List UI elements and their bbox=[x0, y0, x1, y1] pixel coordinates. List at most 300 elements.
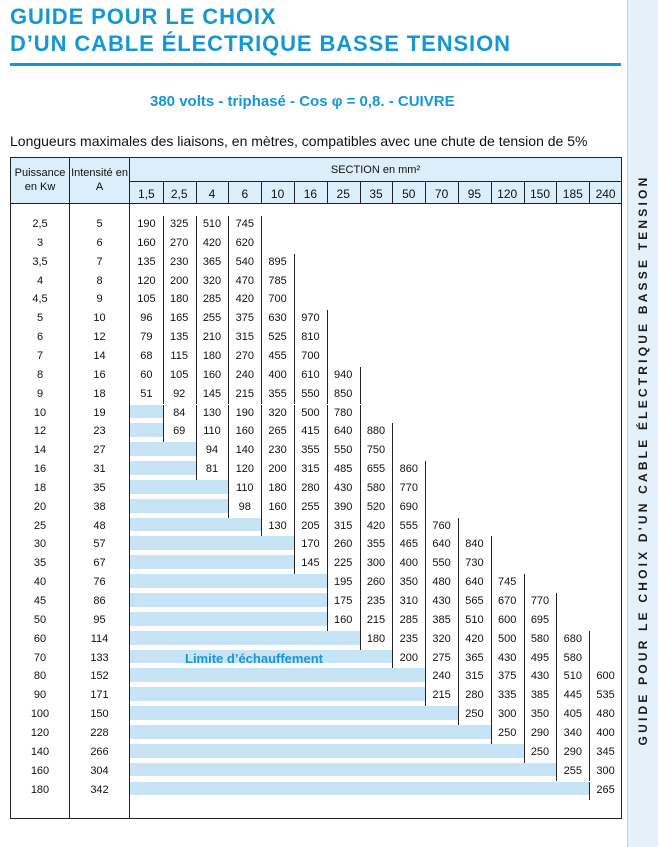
section-column-divider bbox=[392, 182, 393, 204]
length-cell: 420 bbox=[235, 293, 254, 306]
length-cell: 215 bbox=[235, 387, 254, 400]
section-column-header: 25 bbox=[336, 187, 350, 201]
power-cell: 160 bbox=[30, 764, 50, 777]
length-cell: 535 bbox=[596, 689, 615, 702]
cell-divider bbox=[360, 386, 361, 405]
length-cell: 92 bbox=[173, 387, 186, 400]
page-title-line-2: D’UN CABLE ÉLECTRIQUE BASSE TENSION bbox=[10, 31, 511, 56]
current-cell: 228 bbox=[90, 726, 109, 739]
length-cell: 195 bbox=[334, 576, 353, 589]
length-cell: 165 bbox=[170, 312, 189, 325]
power-cell: 3,5 bbox=[32, 255, 48, 268]
cell-divider bbox=[491, 725, 492, 744]
length-cell: 160 bbox=[137, 236, 156, 249]
current-cell: 23 bbox=[93, 425, 106, 438]
section-column-divider bbox=[458, 182, 459, 204]
limit-bar bbox=[130, 744, 524, 758]
length-cell: 580 bbox=[366, 481, 386, 494]
length-cell: 280 bbox=[465, 689, 484, 702]
cell-divider bbox=[327, 612, 328, 631]
length-cell: 145 bbox=[202, 387, 222, 400]
length-cell: 810 bbox=[301, 331, 320, 344]
limit-bar bbox=[130, 593, 327, 607]
section-column-divider bbox=[360, 182, 361, 204]
length-cell: 680 bbox=[563, 632, 582, 645]
length-cell: 250 bbox=[498, 726, 517, 739]
length-cell: 480 bbox=[432, 576, 451, 589]
length-cell: 200 bbox=[399, 651, 418, 664]
length-cell: 200 bbox=[268, 463, 287, 476]
section-column-header: 16 bbox=[303, 187, 318, 201]
length-cell: 285 bbox=[202, 293, 222, 306]
length-cell: 840 bbox=[465, 538, 484, 551]
cell-divider bbox=[425, 687, 426, 706]
length-cell: 480 bbox=[596, 708, 615, 721]
length-cell: 225 bbox=[334, 557, 353, 570]
cell-divider bbox=[327, 574, 328, 593]
length-cell: 420 bbox=[366, 519, 386, 532]
length-cell: 500 bbox=[301, 406, 320, 419]
power-cell: 4,5 bbox=[32, 293, 48, 306]
length-cell: 750 bbox=[366, 444, 386, 457]
limit-bar bbox=[130, 518, 261, 532]
length-cell: 300 bbox=[366, 557, 386, 570]
limit-bar bbox=[130, 405, 163, 419]
cell-divider bbox=[228, 480, 229, 499]
length-cell: 495 bbox=[530, 651, 550, 664]
length-cell: 550 bbox=[334, 444, 353, 457]
power-cell: 7 bbox=[36, 349, 44, 362]
length-cell: 130 bbox=[268, 519, 287, 532]
length-cell: 265 bbox=[268, 425, 287, 438]
length-cell: 550 bbox=[432, 557, 451, 570]
power-cell: 9 bbox=[36, 387, 44, 400]
cell-divider bbox=[327, 348, 328, 367]
cell-divider bbox=[556, 763, 557, 782]
power-cell: 80 bbox=[33, 670, 47, 683]
length-cell: 320 bbox=[268, 406, 287, 419]
length-cell: 260 bbox=[366, 576, 386, 589]
length-cell: 260 bbox=[334, 538, 353, 551]
cell-divider bbox=[163, 423, 164, 442]
limit-bar bbox=[130, 536, 294, 550]
power-cell: 100 bbox=[30, 708, 50, 721]
side-banner-text: GUIDE POUR LE CHOIX D'UN CABLE ÉLECTRIQUE BASSE TENSION bbox=[636, 174, 650, 746]
length-cell: 355 bbox=[366, 538, 386, 551]
cell-divider bbox=[294, 536, 295, 555]
length-cell: 170 bbox=[301, 538, 320, 551]
limit-bar bbox=[130, 782, 589, 796]
length-cell: 98 bbox=[238, 500, 251, 513]
length-cell: 275 bbox=[432, 651, 451, 664]
length-cell: 640 bbox=[465, 576, 484, 589]
section-column-divider bbox=[294, 182, 295, 204]
length-cell: 68 bbox=[140, 349, 153, 362]
length-cell: 215 bbox=[432, 689, 451, 702]
length-cell: 405 bbox=[563, 708, 582, 721]
cell-divider bbox=[491, 536, 492, 555]
length-cell: 285 bbox=[399, 613, 418, 626]
limit-bar bbox=[130, 687, 425, 701]
cell-divider bbox=[524, 744, 525, 763]
cell-divider bbox=[261, 518, 262, 537]
length-cell: 895 bbox=[268, 255, 287, 268]
length-cell: 210 bbox=[202, 331, 222, 344]
length-cell: 770 bbox=[530, 595, 550, 607]
section-column-header: 240 bbox=[595, 187, 616, 201]
section-column-header: 50 bbox=[402, 187, 416, 201]
current-cell: 38 bbox=[93, 500, 106, 513]
length-cell: 105 bbox=[137, 293, 156, 306]
cell-divider bbox=[556, 612, 557, 631]
power-cell: 8 bbox=[36, 368, 44, 381]
cell-divider bbox=[425, 480, 426, 499]
limit-bar bbox=[130, 725, 491, 739]
power-cell: 40 bbox=[33, 576, 47, 589]
length-cell: 690 bbox=[399, 500, 418, 513]
limit-bar bbox=[130, 574, 327, 588]
cell-divider bbox=[196, 442, 197, 461]
table-caption: Longueurs maximales des liaisons, en mètres, compatibles avec une chute de tension de 5% bbox=[10, 133, 588, 149]
limit-bar bbox=[130, 668, 425, 682]
power-cell: 140 bbox=[30, 745, 50, 758]
power-cell: 14 bbox=[33, 444, 47, 457]
length-cell: 140 bbox=[235, 444, 254, 457]
length-cell: 630 bbox=[268, 312, 287, 325]
length-cell: 430 bbox=[432, 595, 451, 607]
length-cell: 320 bbox=[202, 274, 222, 287]
current-cell: 31 bbox=[93, 463, 106, 476]
length-cell: 485 bbox=[334, 463, 353, 476]
current-cell: 86 bbox=[93, 595, 106, 607]
power-cell: 35 bbox=[33, 557, 47, 570]
length-cell: 600 bbox=[596, 670, 615, 683]
cell-divider bbox=[556, 593, 557, 612]
current-cell: 10 bbox=[93, 312, 106, 325]
length-cell: 60 bbox=[140, 368, 153, 381]
length-cell: 110 bbox=[203, 425, 221, 438]
length-cell: 180 bbox=[202, 349, 222, 362]
section-column-header: 95 bbox=[467, 187, 482, 201]
length-cell: 255 bbox=[563, 764, 582, 777]
cell-divider bbox=[261, 235, 262, 254]
length-cell: 96 bbox=[140, 312, 153, 325]
header-section: SECTION en mm² bbox=[330, 164, 421, 176]
length-cell: 620 bbox=[235, 236, 254, 249]
current-cell: 95 bbox=[93, 613, 106, 626]
section-column-header: 2,5 bbox=[170, 187, 188, 201]
section-column-divider bbox=[491, 182, 492, 204]
length-cell: 700 bbox=[268, 293, 287, 306]
length-cell: 420 bbox=[202, 236, 222, 249]
length-cell: 565 bbox=[465, 595, 484, 607]
length-cell: 160 bbox=[334, 613, 353, 626]
current-cell: 152 bbox=[90, 670, 109, 683]
power-cell: 30 bbox=[33, 538, 47, 551]
current-cell: 67 bbox=[93, 557, 106, 570]
length-cell: 770 bbox=[399, 481, 418, 494]
length-cell: 160 bbox=[235, 425, 254, 438]
power-cell: 6 bbox=[36, 331, 44, 344]
length-cell: 510 bbox=[465, 613, 484, 626]
length-cell: 730 bbox=[465, 557, 484, 570]
section-column-divider bbox=[228, 182, 229, 204]
cell-divider bbox=[392, 650, 393, 669]
length-cell: 365 bbox=[202, 255, 222, 268]
section-column-divider bbox=[556, 182, 557, 204]
length-cell: 320 bbox=[432, 632, 451, 645]
length-cell: 190 bbox=[137, 218, 156, 230]
current-cell: 342 bbox=[90, 783, 109, 796]
length-cell: 230 bbox=[170, 255, 189, 268]
length-cell: 110 bbox=[236, 481, 254, 494]
length-cell: 315 bbox=[235, 331, 254, 344]
limit-bar bbox=[130, 461, 196, 475]
length-cell: 655 bbox=[366, 463, 386, 476]
length-cell: 69 bbox=[173, 425, 186, 438]
cell-divider bbox=[327, 593, 328, 612]
length-cell: 860 bbox=[399, 463, 418, 476]
current-cell: 150 bbox=[90, 708, 109, 721]
current-cell: 171 bbox=[90, 689, 109, 702]
cell-divider bbox=[425, 668, 426, 687]
section-column-header: 35 bbox=[369, 187, 383, 201]
cell-divider bbox=[360, 631, 361, 650]
limit-label: Limite d’échauffement bbox=[185, 650, 323, 666]
length-cell: 555 bbox=[399, 519, 418, 532]
length-cell: 345 bbox=[596, 745, 615, 758]
current-cell: 18 bbox=[93, 387, 106, 400]
length-cell: 510 bbox=[202, 218, 222, 230]
length-cell: 315 bbox=[465, 670, 484, 683]
current-cell: 6 bbox=[96, 236, 103, 249]
limit-bar bbox=[130, 763, 556, 777]
length-cell: 235 bbox=[399, 632, 418, 645]
length-cell: 850 bbox=[334, 387, 353, 400]
power-cell: 20 bbox=[33, 500, 47, 513]
length-cell: 540 bbox=[235, 255, 254, 268]
length-cell: 745 bbox=[235, 218, 254, 230]
section-column-divider bbox=[425, 182, 426, 204]
length-cell: 600 bbox=[498, 613, 517, 626]
length-cell: 340 bbox=[563, 726, 582, 739]
cell-divider bbox=[425, 499, 426, 518]
current-cell: 114 bbox=[90, 632, 109, 645]
length-cell: 79 bbox=[140, 331, 153, 344]
subtitle: 380 volts - triphasé - Cos φ = 0,8. - CUIVRE bbox=[150, 93, 455, 110]
length-cell: 580 bbox=[530, 632, 550, 645]
cell-divider bbox=[360, 405, 361, 424]
current-cell: 304 bbox=[90, 764, 109, 777]
length-cell: 270 bbox=[170, 236, 189, 249]
length-cell: 235 bbox=[366, 595, 386, 607]
length-cell: 760 bbox=[432, 519, 451, 532]
length-cell: 215 bbox=[366, 613, 386, 626]
length-cell: 455 bbox=[268, 349, 287, 362]
header-power: Puissance en Kw bbox=[14, 167, 66, 193]
current-cell: 9 bbox=[96, 293, 103, 306]
length-cell: 180 bbox=[366, 632, 386, 645]
power-cell: 90 bbox=[33, 689, 47, 702]
length-cell: 265 bbox=[596, 783, 615, 796]
length-cell: 640 bbox=[432, 538, 451, 551]
cell-divider bbox=[524, 574, 525, 593]
section-column-header: 150 bbox=[529, 187, 550, 201]
length-cell: 640 bbox=[334, 425, 353, 438]
length-cell: 350 bbox=[399, 576, 418, 589]
current-cell: 35 bbox=[93, 481, 106, 494]
current-cell: 16 bbox=[93, 368, 106, 381]
cell-divider bbox=[589, 650, 590, 669]
length-cell: 365 bbox=[465, 651, 484, 664]
length-cell: 200 bbox=[170, 274, 189, 287]
cell-divider bbox=[294, 254, 295, 273]
length-cell: 81 bbox=[205, 463, 219, 476]
length-cell: 115 bbox=[170, 349, 188, 362]
length-cell: 175 bbox=[334, 595, 353, 607]
length-cell: 350 bbox=[530, 708, 550, 721]
power-cell: 10 bbox=[33, 406, 47, 419]
length-cell: 695 bbox=[530, 613, 550, 626]
limit-bar bbox=[130, 442, 196, 456]
cell-divider bbox=[589, 631, 590, 650]
length-cell: 355 bbox=[301, 444, 320, 457]
cell-divider bbox=[589, 782, 590, 801]
length-cell: 390 bbox=[334, 500, 353, 513]
length-cell: 310 bbox=[399, 595, 418, 607]
length-cell: 94 bbox=[205, 444, 219, 457]
power-cell: 3 bbox=[36, 236, 44, 249]
power-cell: 45 bbox=[33, 595, 47, 607]
length-cell: 205 bbox=[301, 519, 320, 532]
limit-bar bbox=[130, 612, 327, 626]
length-cell: 280 bbox=[301, 481, 320, 494]
length-cell: 970 bbox=[301, 312, 320, 325]
length-cell: 315 bbox=[334, 519, 353, 532]
length-cell: 550 bbox=[301, 387, 320, 400]
current-cell: 266 bbox=[90, 745, 109, 758]
length-cell: 230 bbox=[268, 444, 287, 457]
page-title-line-1: GUIDE POUR LE CHOIX bbox=[10, 4, 277, 29]
length-cell: 290 bbox=[563, 745, 582, 758]
section-column-header: 4 bbox=[208, 187, 216, 201]
section-column-divider bbox=[589, 182, 590, 204]
current-cell: 76 bbox=[93, 576, 106, 589]
current-cell: 19 bbox=[93, 406, 106, 419]
length-cell: 415 bbox=[301, 425, 320, 438]
length-cell: 84 bbox=[173, 406, 186, 419]
length-cell: 525 bbox=[268, 331, 287, 344]
limit-bar bbox=[130, 480, 228, 494]
limit-bar bbox=[130, 631, 360, 645]
length-cell: 325 bbox=[170, 218, 189, 230]
length-cell: 375 bbox=[498, 670, 517, 683]
section-column-divider bbox=[196, 182, 197, 204]
length-cell: 240 bbox=[235, 368, 254, 381]
cell-divider bbox=[425, 461, 426, 480]
length-cell: 180 bbox=[170, 293, 189, 306]
length-cell: 190 bbox=[235, 406, 254, 419]
length-cell: 400 bbox=[268, 368, 287, 381]
length-cell: 335 bbox=[498, 689, 517, 702]
length-cell: 51 bbox=[140, 387, 153, 400]
title-divider bbox=[10, 63, 621, 66]
section-column-header: 1,5 bbox=[138, 187, 155, 201]
current-cell: 48 bbox=[93, 519, 106, 532]
length-cell: 255 bbox=[301, 500, 320, 513]
cable-table bbox=[10, 157, 622, 819]
current-cell: 27 bbox=[93, 444, 106, 457]
cell-divider bbox=[196, 461, 197, 480]
power-cell: 60 bbox=[33, 632, 47, 645]
section-column-divider bbox=[524, 182, 525, 204]
cell-divider bbox=[392, 442, 393, 461]
power-cell: 2,5 bbox=[32, 218, 48, 230]
length-cell: 105 bbox=[170, 368, 189, 381]
power-cell: 180 bbox=[30, 783, 50, 796]
length-cell: 315 bbox=[301, 463, 320, 476]
length-cell: 160 bbox=[268, 500, 287, 513]
length-cell: 470 bbox=[235, 274, 254, 287]
length-cell: 180 bbox=[268, 481, 287, 494]
cell-divider bbox=[294, 291, 295, 310]
cell-divider bbox=[228, 499, 229, 518]
length-cell: 880 bbox=[366, 425, 386, 438]
limit-bar bbox=[130, 499, 228, 513]
length-cell: 940 bbox=[334, 368, 353, 381]
length-cell: 580 bbox=[563, 651, 582, 664]
cell-divider bbox=[327, 310, 328, 329]
length-cell: 385 bbox=[530, 689, 550, 702]
cell-divider bbox=[458, 706, 459, 725]
length-cell: 135 bbox=[137, 255, 156, 268]
cell-divider bbox=[261, 216, 262, 235]
length-cell: 120 bbox=[137, 274, 156, 287]
current-cell: 7 bbox=[96, 255, 103, 268]
section-column-header: 70 bbox=[434, 187, 449, 201]
length-cell: 250 bbox=[530, 745, 550, 758]
length-cell: 290 bbox=[530, 726, 550, 739]
section-column-divider bbox=[163, 182, 164, 204]
section-column-header: 10 bbox=[270, 187, 285, 201]
cell-divider bbox=[327, 329, 328, 348]
length-cell: 130 bbox=[202, 406, 222, 419]
section-column-divider bbox=[261, 182, 262, 204]
length-cell: 745 bbox=[498, 576, 517, 589]
limit-bar bbox=[130, 706, 458, 720]
power-cell: 16 bbox=[33, 463, 47, 476]
length-cell: 355 bbox=[268, 387, 287, 400]
cell-divider bbox=[458, 518, 459, 537]
length-cell: 420 bbox=[465, 632, 484, 645]
current-cell: 14 bbox=[93, 349, 106, 362]
length-cell: 400 bbox=[399, 557, 418, 570]
current-cell: 133 bbox=[90, 651, 109, 664]
length-cell: 375 bbox=[235, 312, 254, 325]
power-cell: 5 bbox=[36, 312, 44, 325]
cell-divider bbox=[294, 555, 295, 574]
length-cell: 670 bbox=[498, 595, 517, 607]
length-cell: 430 bbox=[334, 481, 353, 494]
cell-divider bbox=[163, 405, 164, 424]
length-cell: 700 bbox=[301, 349, 320, 362]
length-cell: 300 bbox=[596, 764, 615, 777]
limit-bar bbox=[130, 423, 163, 437]
cell-divider bbox=[360, 367, 361, 386]
cell-divider bbox=[294, 273, 295, 292]
length-cell: 785 bbox=[268, 274, 287, 287]
length-cell: 120 bbox=[235, 463, 254, 476]
